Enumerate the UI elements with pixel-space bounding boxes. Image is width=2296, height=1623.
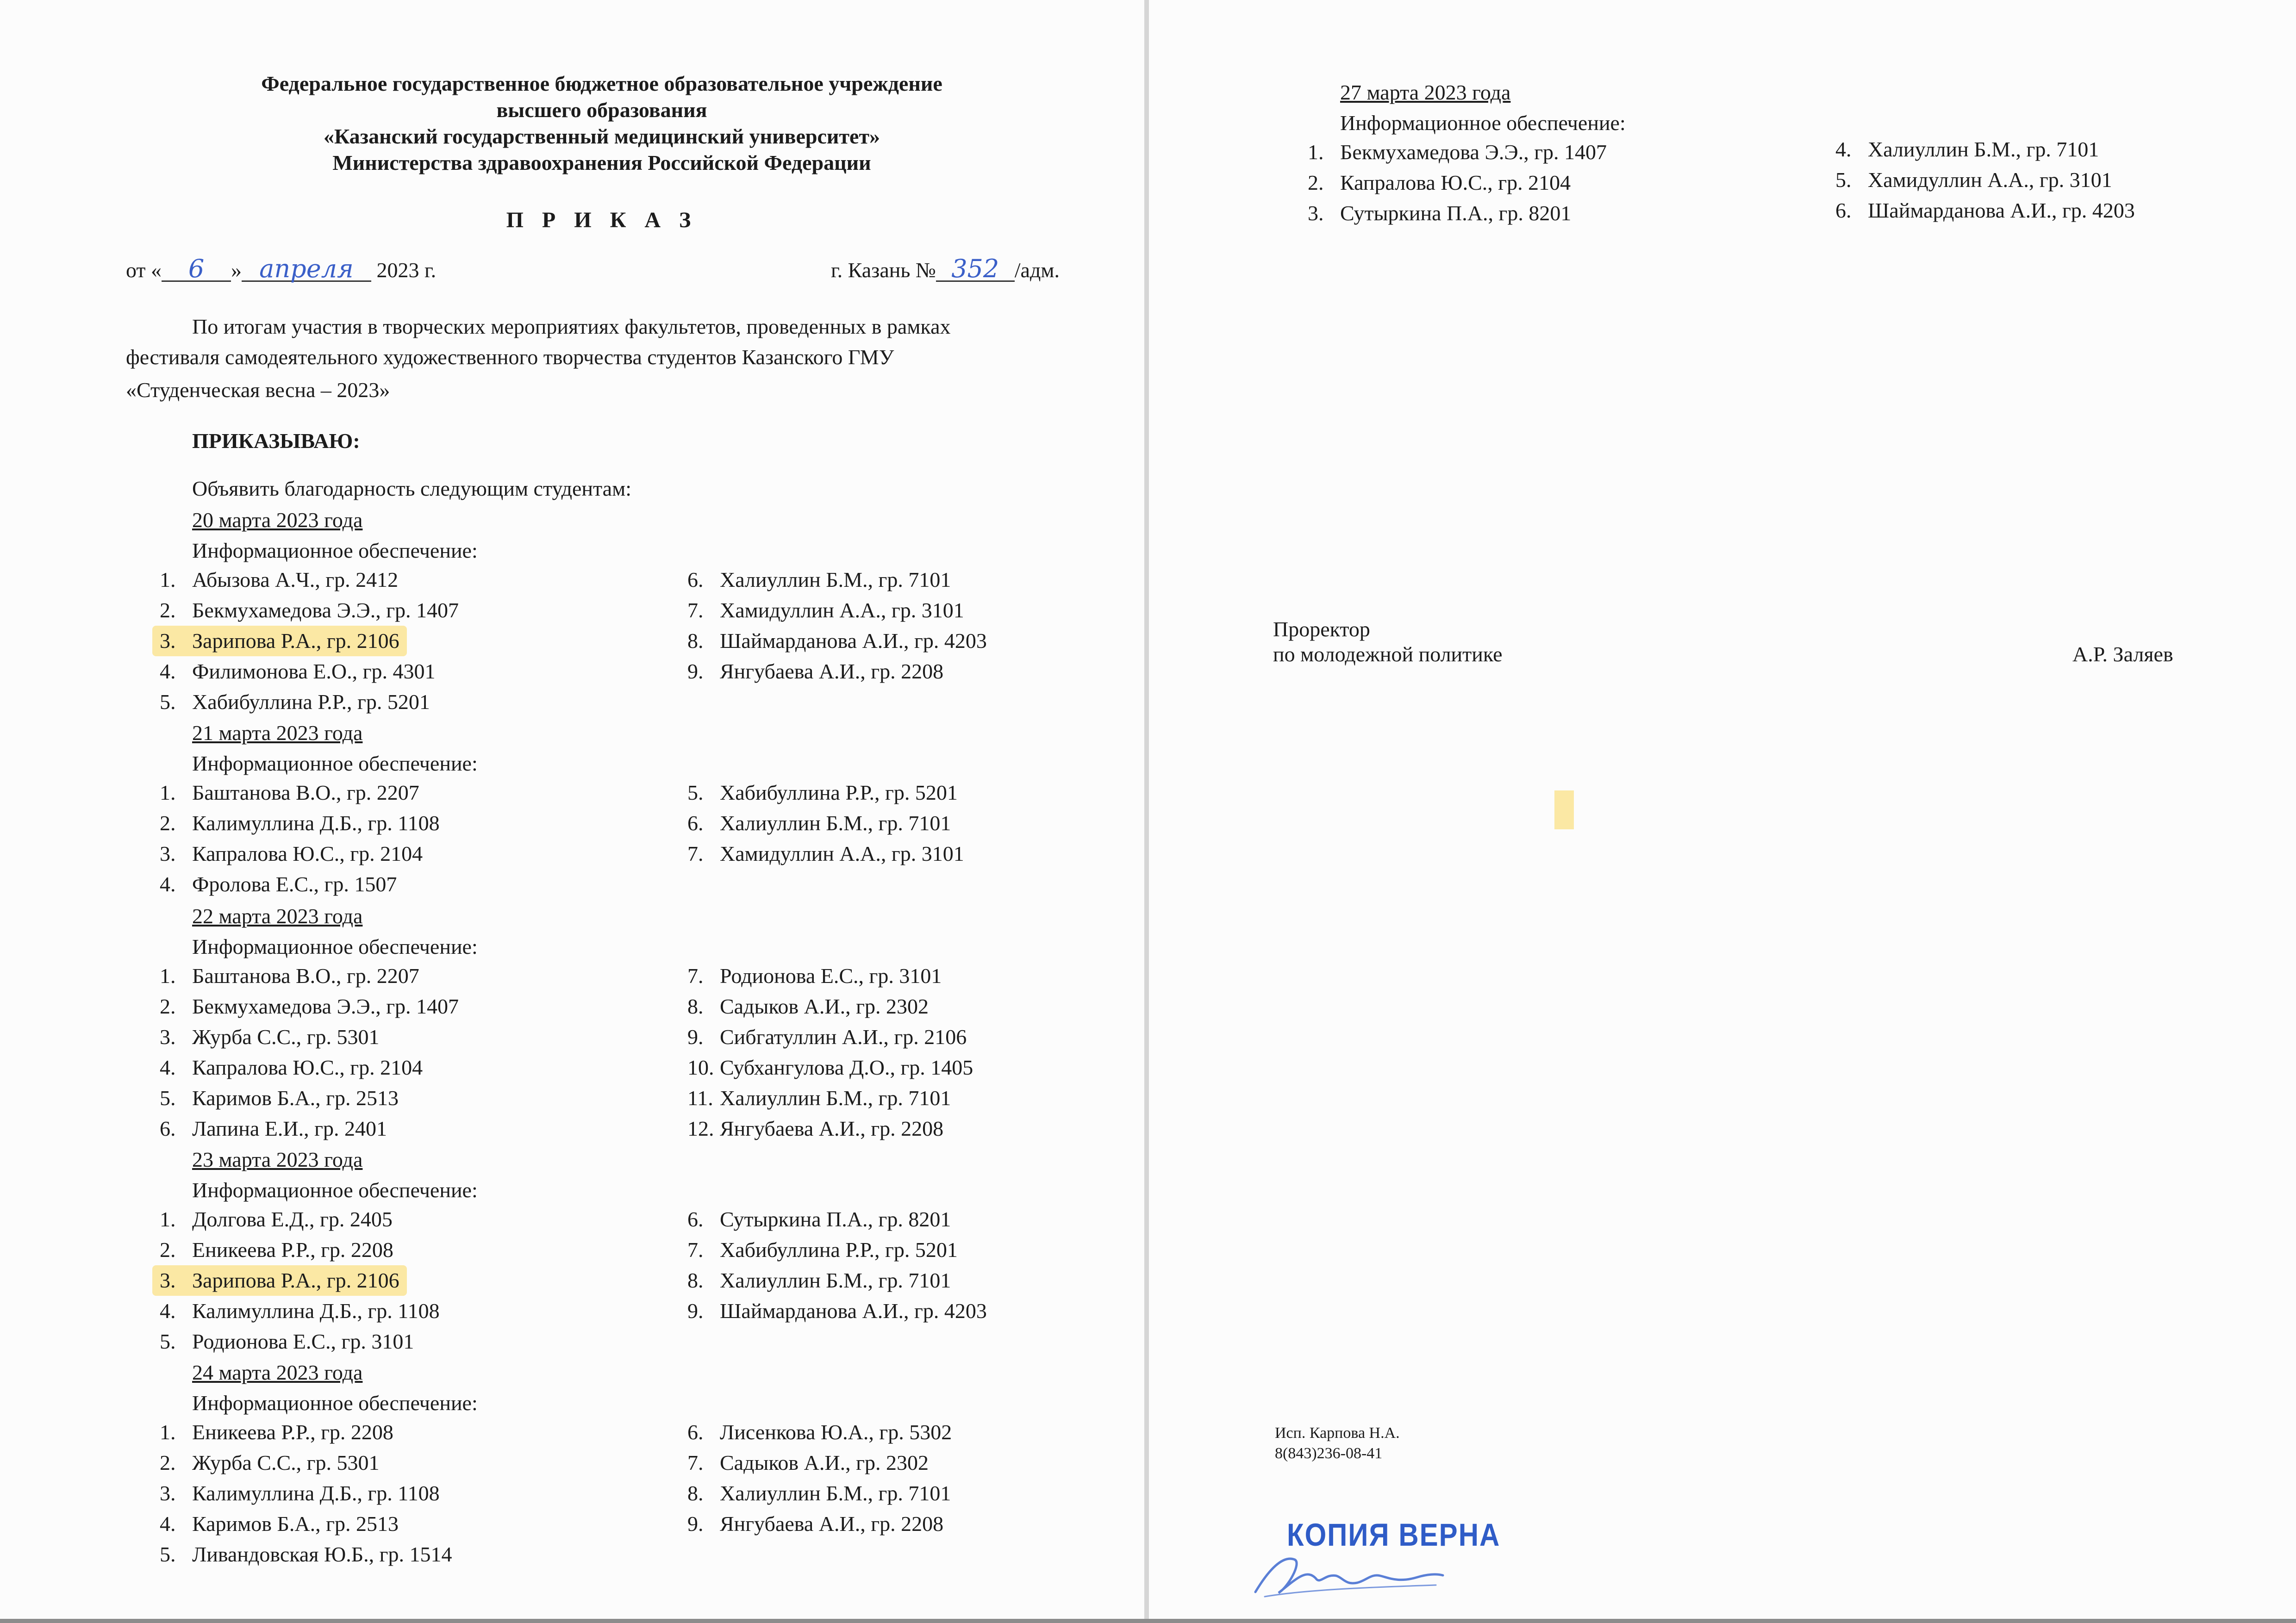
list-item: 6. Шаймарданова А.И., гр. 4203 bbox=[1835, 199, 2135, 222]
list-item: 4. Калимуллина Д.Б., гр. 1108 bbox=[160, 1299, 440, 1323]
student-list-col1 bbox=[160, 961, 459, 1144]
list-item: 9. Сибгатуллин А.И., гр. 2106 bbox=[687, 1025, 967, 1049]
list-item: 5. Родионова Е.С., гр. 3101 bbox=[160, 1330, 414, 1353]
list-item-highlighted bbox=[160, 626, 459, 656]
document-page-1 bbox=[0, 0, 1144, 1619]
section-category: Информационное обеспечение: bbox=[192, 752, 478, 775]
list-item: 5. Хабибуллина Р.Р., гр. 5201 bbox=[687, 781, 958, 804]
handwritten-month: апреля bbox=[242, 257, 371, 282]
student-list-col1 bbox=[160, 565, 459, 717]
list-item: 4. Каримов Б.А., гр. 2513 bbox=[160, 1512, 399, 1536]
list-item: 6. Халиуллин Б.М., гр. 7101 bbox=[687, 811, 951, 835]
list-item: 6. Лисенкова Ю.А., гр. 5302 bbox=[687, 1420, 952, 1444]
list-item: 2. Журба С.С., гр. 5301 bbox=[160, 1451, 380, 1474]
student-list-col2 bbox=[687, 961, 973, 1144]
header-line: Федеральное государственное бюджетное образовательное учреждение bbox=[261, 72, 942, 95]
list-item: 9. Шаймарданова А.И., гр. 4203 bbox=[687, 1299, 987, 1323]
order-date bbox=[126, 254, 437, 283]
intro-line-3: «Студенческая весна – 2023» bbox=[126, 378, 390, 402]
section-date: 23 марта 2023 года bbox=[192, 1148, 363, 1171]
list-item: 1. Бекмухамедова Э.Э., гр. 1407 bbox=[1308, 140, 1607, 164]
list-item: 1. Еникеева Р.Р., гр. 2208 bbox=[160, 1420, 393, 1444]
executor: Исп. Карпова Н.А. bbox=[1275, 1424, 1400, 1442]
list-item: 3. Капралова Ю.С., гр. 2104 bbox=[160, 842, 423, 865]
student-list-col2 bbox=[687, 1204, 987, 1326]
highlight-mark bbox=[1554, 790, 1574, 829]
list-item-highlighted bbox=[160, 1265, 440, 1296]
student-list-col2 bbox=[687, 1417, 952, 1539]
signer-name: А.Р. Заляев bbox=[2072, 642, 2173, 666]
list-item: 3. Калимуллина Д.Б., гр. 1108 bbox=[160, 1481, 440, 1505]
student-list-col1 bbox=[160, 1204, 440, 1357]
highlight-marker: 3. Зарипова Р.А., гр. 2106 bbox=[152, 626, 407, 656]
student-list-col2 bbox=[687, 777, 964, 869]
list-item: 2. Бекмухамедова Э.Э., гр. 1407 bbox=[160, 995, 459, 1018]
number-suffix-text: /адм. bbox=[1014, 258, 1060, 282]
list-item: 12. Янгубаева А.И., гр. 2208 bbox=[687, 1117, 944, 1140]
section-date: 22 марта 2023 года bbox=[192, 904, 363, 928]
scan-edge bbox=[0, 1619, 2296, 1623]
list-item: 2. Калимуллина Д.Б., гр. 1108 bbox=[160, 811, 440, 835]
handwritten-day: 6 bbox=[162, 257, 231, 282]
intro-line-1: По итогам участия в творческих мероприятиях факультетов, проведенных в рамках bbox=[192, 315, 951, 338]
list-item: 2. Капралова Ю.С., гр. 2104 bbox=[1308, 171, 1571, 194]
list-item: 4. Филимонова Е.О., гр. 4301 bbox=[160, 659, 436, 683]
student-list-col2 bbox=[1835, 134, 2135, 226]
list-item: 8. Халиуллин Б.М., гр. 7101 bbox=[687, 1481, 951, 1505]
section-date: 20 марта 2023 года bbox=[192, 508, 363, 532]
list-item: 7. Хамидуллин А.А., гр. 3101 bbox=[687, 598, 964, 622]
section-category: Информационное обеспечение: bbox=[1340, 111, 1626, 135]
list-item: 1. Баштанова В.О., гр. 2207 bbox=[160, 964, 419, 988]
header-line: «Казанский государственный медицинский университет» bbox=[323, 124, 880, 148]
list-item: 3. Сутыркина П.А., гр. 8201 bbox=[1308, 201, 1572, 225]
list-item: 1. Долгова Е.Д., гр. 2405 bbox=[160, 1207, 393, 1231]
student-list-col1 bbox=[160, 1417, 452, 1570]
header-line: высшего образования bbox=[496, 98, 707, 122]
list-item: 6. Халиуллин Б.М., гр. 7101 bbox=[687, 568, 951, 591]
student-list-col1 bbox=[1308, 137, 1607, 229]
list-item: 4. Фролова Е.С., гр. 1507 bbox=[160, 872, 397, 896]
list-item: 11. Халиуллин Б.М., гр. 7101 bbox=[687, 1086, 951, 1110]
copy-stamp: КОПИЯ ВЕРНА bbox=[1287, 1517, 1501, 1553]
section-category: Информационное обеспечение: bbox=[192, 539, 478, 562]
student-list-col2 bbox=[687, 565, 987, 687]
intro-line-2: фестиваля самодеятельного художественного творчества студентов Казанского ГМУ bbox=[126, 345, 894, 369]
handwritten-signature-icon bbox=[1251, 1541, 1445, 1601]
order-word: ПРИКАЗЫВАЮ: bbox=[192, 429, 360, 453]
section-date: 21 марта 2023 года bbox=[192, 721, 363, 745]
city-label: г. Казань № bbox=[831, 258, 936, 282]
date-suffix: 2023 г. bbox=[376, 258, 437, 282]
handwritten-number: 352 bbox=[936, 257, 1015, 282]
list-item: 8. Халиуллин Б.М., гр. 7101 bbox=[687, 1269, 951, 1292]
list-item: 2. Еникеева Р.Р., гр. 2208 bbox=[160, 1238, 393, 1262]
list-item: 6. Лапина Е.И., гр. 2401 bbox=[160, 1117, 387, 1140]
list-item: 1. Абызова А.Ч., гр. 2412 bbox=[160, 568, 399, 591]
list-item: 5. Ливандовская Ю.Б., гр. 1514 bbox=[160, 1542, 452, 1566]
student-list-col1 bbox=[160, 777, 440, 900]
date-mid: » bbox=[231, 258, 242, 282]
list-item: 6. Сутыркина П.А., гр. 8201 bbox=[687, 1207, 951, 1231]
list-item: 10. Субхангулова Д.О., гр. 1405 bbox=[687, 1056, 973, 1079]
order-number bbox=[831, 254, 1060, 283]
section-category: Информационное обеспечение: bbox=[192, 1391, 478, 1415]
list-item: 4. Халиуллин Б.М., гр. 7101 bbox=[1835, 137, 2099, 161]
list-item: 3. Журба С.С., гр. 5301 bbox=[160, 1025, 380, 1049]
document-title: П Р И К А З bbox=[506, 208, 698, 232]
date-prefix: от « bbox=[126, 258, 162, 282]
section-category: Информационное обеспечение: bbox=[192, 1178, 478, 1202]
section-date: 24 марта 2023 года bbox=[192, 1361, 363, 1384]
page-divider bbox=[1144, 0, 1149, 1623]
list-item: 8. Шаймарданова А.И., гр. 4203 bbox=[687, 629, 987, 653]
highlight-marker: 3. Зарипова Р.А., гр. 2106 bbox=[152, 1265, 407, 1296]
signer-title-line2: по молодежной политике bbox=[1273, 642, 1503, 666]
list-item: 1. Баштанова В.О., гр. 2207 bbox=[160, 781, 419, 804]
list-item: 8. Садыков А.И., гр. 2302 bbox=[687, 995, 929, 1018]
list-item: 5. Каримов Б.А., гр. 2513 bbox=[160, 1086, 399, 1110]
list-item: 9. Янгубаева А.И., гр. 2208 bbox=[687, 659, 944, 683]
list-item: 5. Хамидуллин А.А., гр. 3101 bbox=[1835, 168, 2112, 192]
signer-title-line1: Проректор bbox=[1273, 617, 1370, 641]
list-item: 4. Капралова Ю.С., гр. 2104 bbox=[160, 1056, 423, 1079]
header-line: Министерства здравоохранения Российской Федерации bbox=[332, 151, 871, 174]
list-item: 7. Садыков А.И., гр. 2302 bbox=[687, 1451, 929, 1474]
list-item: 7. Хамидуллин А.А., гр. 3101 bbox=[687, 842, 964, 865]
section-date: 27 марта 2023 года bbox=[1340, 81, 1511, 104]
list-item: 7. Родионова Е.С., гр. 3101 bbox=[687, 964, 942, 988]
gratitude-line: Объявить благодарность следующим студентам: bbox=[192, 477, 631, 500]
executor-phone: 8(843)236-08-41 bbox=[1275, 1445, 1383, 1462]
list-item: 2. Бекмухамедова Э.Э., гр. 1407 bbox=[160, 598, 459, 622]
institution-header bbox=[0, 70, 1144, 176]
list-item: 5. Хабибуллина Р.Р., гр. 5201 bbox=[160, 690, 430, 714]
list-item: 7. Хабибуллина Р.Р., гр. 5201 bbox=[687, 1238, 958, 1262]
section-category: Информационное обеспечение: bbox=[192, 935, 478, 958]
list-item: 9. Янгубаева А.И., гр. 2208 bbox=[687, 1512, 944, 1536]
document-page-2 bbox=[1149, 0, 2296, 1619]
